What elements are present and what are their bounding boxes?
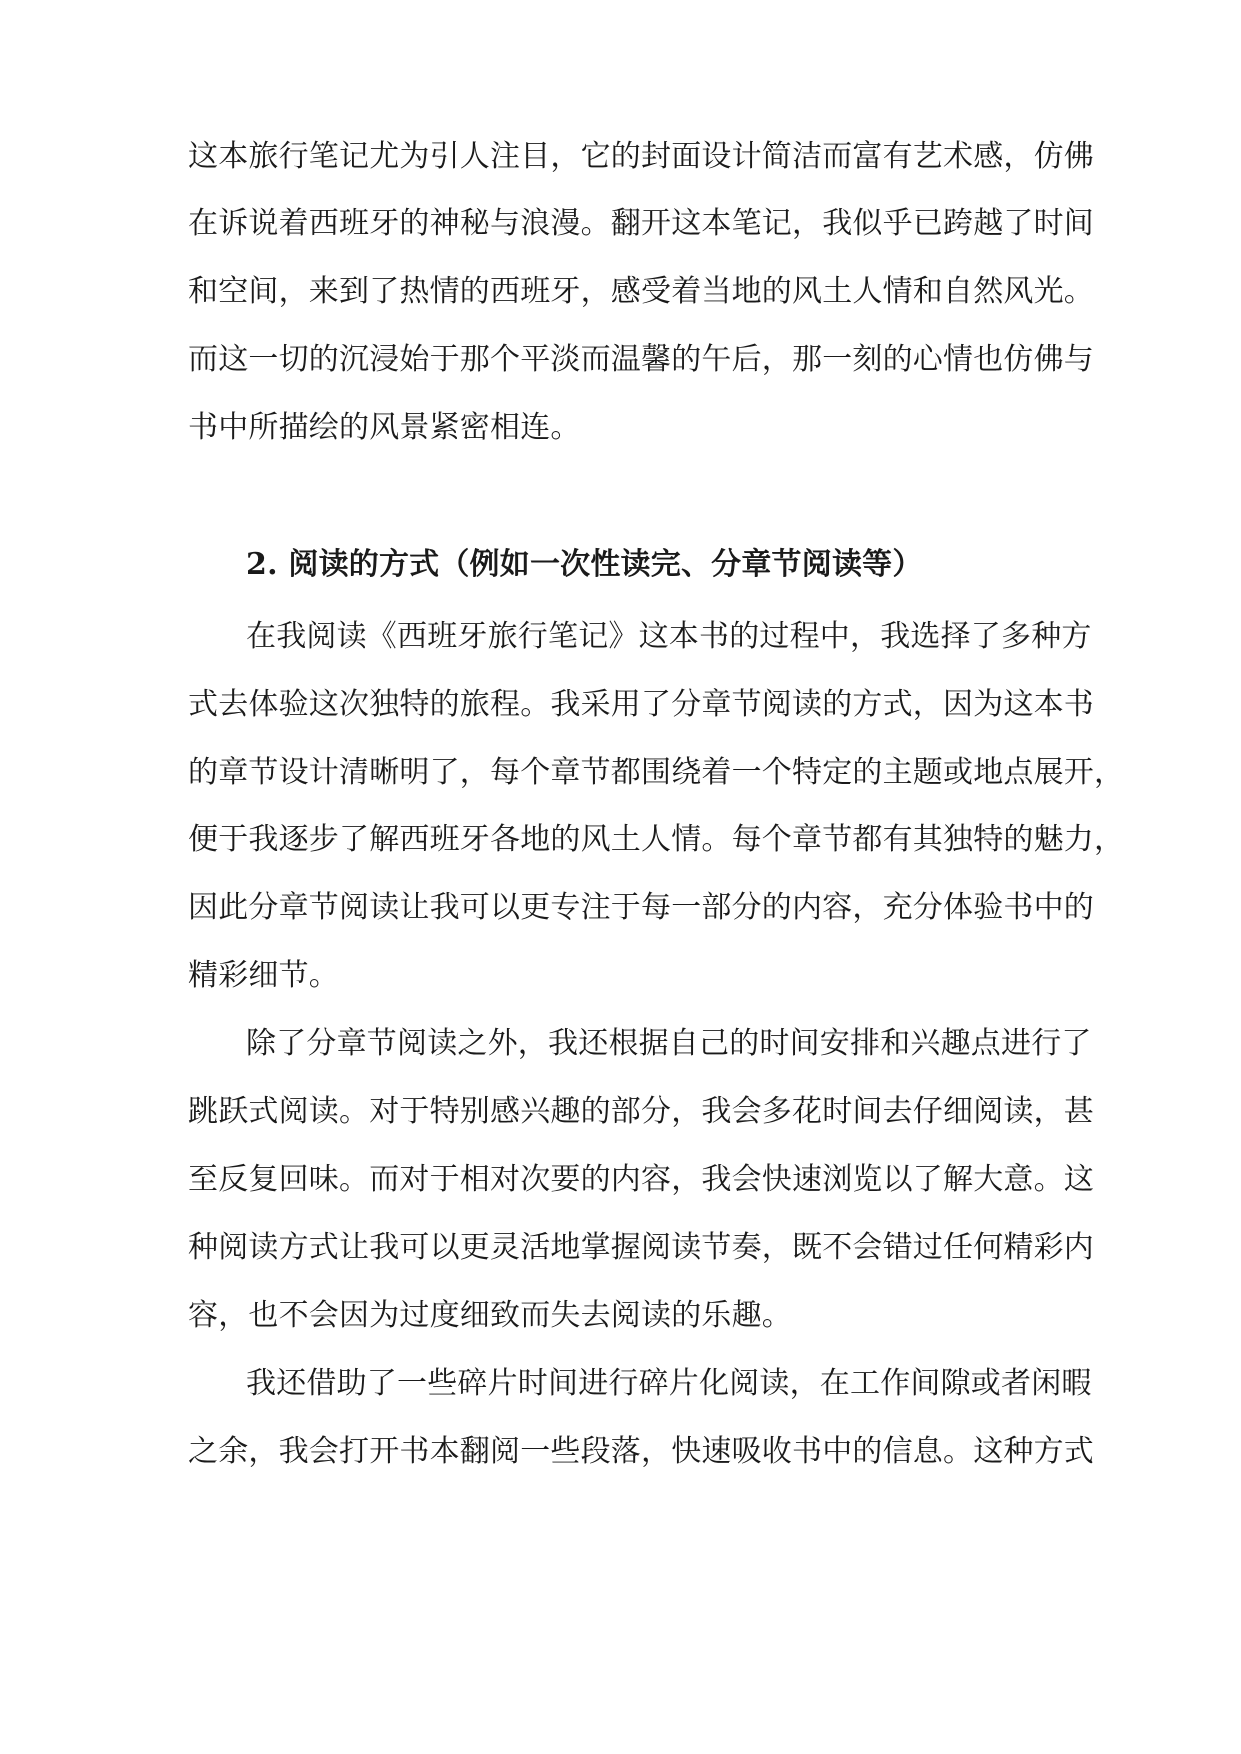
text-line: 精彩细节。 xyxy=(188,958,339,993)
text-line: 便于我逐步了解西班牙各地的风土人情。每个章节都有其独特的魅力， xyxy=(188,822,1125,857)
section-heading: 2. 阅读的方式（例如一次性读完、分章节阅读等） xyxy=(246,547,923,582)
text-line: 种阅读方式让我可以更灵活地掌握阅读节奏，既不会错过任何精彩内 xyxy=(188,1230,1094,1265)
text-line: 跳跃式阅读。对于特别感兴趣的部分，我会多花时间去仔细阅读，甚 xyxy=(188,1094,1094,1129)
text-line: 因此分章节阅读让我可以更专注于每一部分的内容，充分体验书中的 xyxy=(188,890,1094,925)
text-line: 在我阅读《西班牙旅行笔记》这本书的过程中，我选择了多种方 xyxy=(246,619,1092,654)
text-line: 和空间，来到了热情的西班牙，感受着当地的风土人情和自然风光。 xyxy=(188,274,1094,309)
text-line: 的章节设计清晰明了，每个章节都围绕着一个特定的主题或地点展开， xyxy=(188,755,1125,790)
text-line: 书中所描绘的风景紧密相连。 xyxy=(188,410,581,445)
text-line: 式去体验这次独特的旅程。我采用了分章节阅读的方式，因为这本书 xyxy=(188,687,1094,722)
text-line: 这本旅行笔记尤为引人注目，它的封面设计简洁而富有艺术感，仿佛 xyxy=(188,139,1094,174)
text-line: 在诉说着西班牙的神秘与浪漫。翻开这本笔记，我似乎已跨越了时间 xyxy=(188,206,1094,241)
text-line: 而这一切的沉浸始于那个平淡而温馨的午后，那一刻的心情也仿佛与 xyxy=(188,342,1094,377)
text-line: 至反复回味。而对于相对次要的内容，我会快速浏览以了解大意。这 xyxy=(188,1162,1094,1197)
text-line: 之余，我会打开书本翻阅一些段落，快速吸收书中的信息。这种方式 xyxy=(188,1434,1094,1469)
text-line: 除了分章节阅读之外，我还根据自己的时间安排和兴趣点进行了 xyxy=(246,1026,1092,1061)
text-line: 我还借助了一些碎片时间进行碎片化阅读，在工作间隙或者闲暇 xyxy=(246,1366,1092,1401)
text-line: 容，也不会因为过度细致而失去阅读的乐趣。 xyxy=(188,1298,792,1333)
